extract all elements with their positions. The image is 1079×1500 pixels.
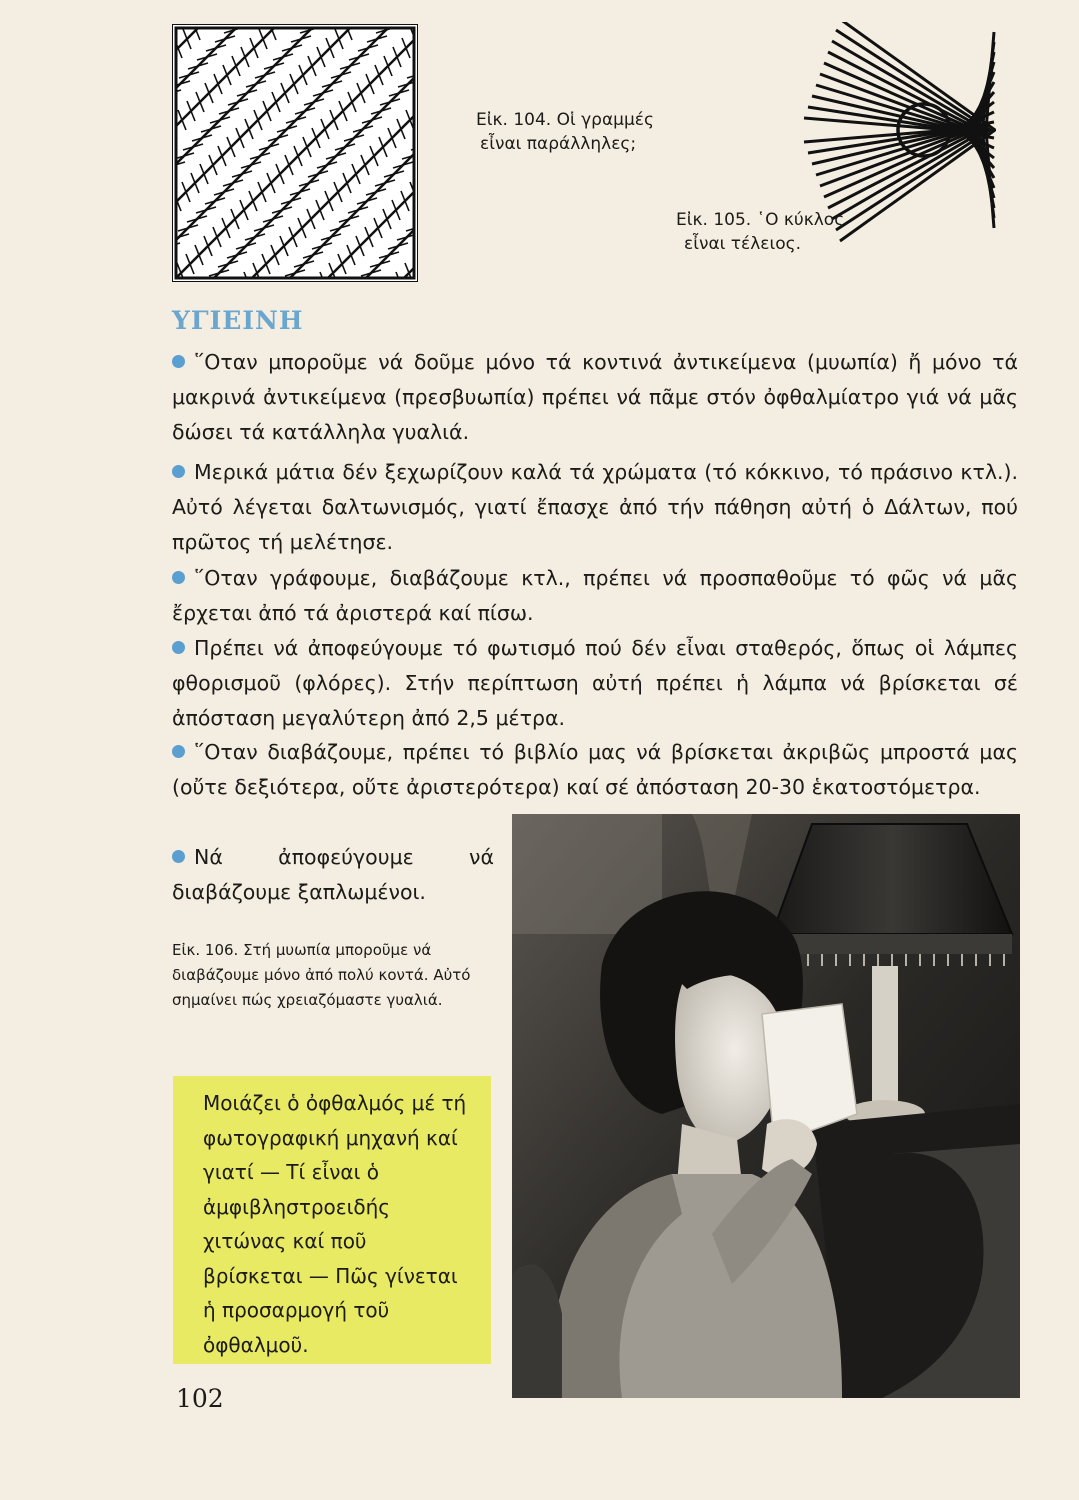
figure-105-caption-line1: Εἰκ. 105. ῾Ο κύκλος [676, 210, 845, 230]
figure-106-caption: Εἰκ. 106. Στή μυωπία μποροῦμε νά διαβάζουμε μόνο ἀπό πολύ κοντά. Αὐτό σημαίνει πώς χρειαζόμαστε γυαλιά. [172, 941, 471, 1009]
bullet-icon [172, 355, 185, 368]
bullet-icon [172, 641, 185, 654]
paragraph-text: ῞Οταν διαβάζουμε, πρέπει τό βιβλίο μας νά βρίσκεται ἀκριβῶς μπροστά μας (οὔτε δεξιότερα, οὔτε ἀριστερότερα) καί σέ ἀπόσταση 20-30 ἑκατοστόμετρα. [172, 740, 1018, 799]
hygiene-paragraph-fluorescent-lamps [172, 631, 1018, 736]
paragraph-text: Μερικά μάτια δέν ξεχωρίζουν καλά τά χρώματα (τό κόκκινο, τό πράσινο κτλ.). Αὐτό λέγεται δαλτωνισμός, γιατί ἔπασχε ἀπό τήν πάθηση αὐτή ὁ Δάλτων, πού πρῶτος τή μελέτησε. [172, 460, 1018, 554]
figure-104-caption-line2: εἶναι παράλληλες; [480, 134, 637, 154]
bullet-icon [172, 745, 185, 758]
figure-104-parallel-lines-illusion [172, 24, 418, 282]
bullet-icon [172, 571, 185, 584]
paragraph-text: ῞Οταν γράφουμε, διαβάζουμε κτλ., πρέπει νά προσπαθοῦμε τό φῶς νά μᾶς ἔρχεται ἀπό τά ἀριστερά καί πίσω. [172, 566, 1018, 625]
review-questions-box [173, 1076, 491, 1364]
paragraph-text: Πρέπει νά ἀποφεύγουμε τό φωτισμό πού δέν εἶναι σταθερός, ὅπως οἱ λάμπες φθορισμοῦ (φλόρες). Στήν περίπτωση αὐτή πρέπει ἡ λάμπα νά βρίσκεται σέ ἀπόσταση μεγαλύτερη ἀπό 2,5 μέτρα. [172, 636, 1018, 730]
page-number: 102 [176, 1384, 224, 1413]
figure-104-caption-line1: Εἰκ. 104. Οἱ γραμμές [476, 110, 654, 130]
section-heading-hygiene: ΥΓΙΕΙΝΗ [172, 306, 304, 335]
figure-105-caption-line2: εἶναι τέλειος. [684, 234, 802, 254]
bullet-icon [172, 465, 185, 478]
paragraph-text: ῞Οταν μποροῦμε νά δοῦμε μόνο τά κοντινά ἀντικείμενα (μυωπία) ἤ μόνο τά μακρινά ἀντικείμενα (πρεσβυωπία) πρέπει νά πᾶμε στόν ὀφθαλμίατρο γιά νά μᾶς δώσει τά κατάλληλα γυαλιά. [172, 350, 1018, 444]
review-questions-text: Μοιάζει ὁ ὀφθαλμός μέ τή φωτογραφική μηχανή καί γιατί — Τί εἶναι ὁ ἀμφιβληστροειδής χιτώνας καί ποῦ βρίσκεται — Πῶς γίνεται ἡ προσαρμογή τοῦ ὀφθαλμοῦ. [203, 1091, 467, 1357]
bullet-icon [172, 850, 185, 863]
hygiene-paragraph-lighting-direction [172, 561, 1018, 631]
hygiene-paragraph-reading-distance [172, 735, 1018, 805]
hygiene-paragraph-color-blindness [172, 455, 1018, 560]
paragraph-text: Νά ἀποφεύγουμε νά διαβάζουμε ξαπλωμένοι. [172, 845, 494, 904]
hygiene-paragraph-myopia [172, 345, 1018, 450]
hygiene-paragraph-lying-down [172, 840, 494, 910]
figure-106-photo-girl-reading [512, 814, 1020, 1398]
figure-104-caption [476, 108, 654, 156]
figure-105-caption [676, 208, 844, 256]
